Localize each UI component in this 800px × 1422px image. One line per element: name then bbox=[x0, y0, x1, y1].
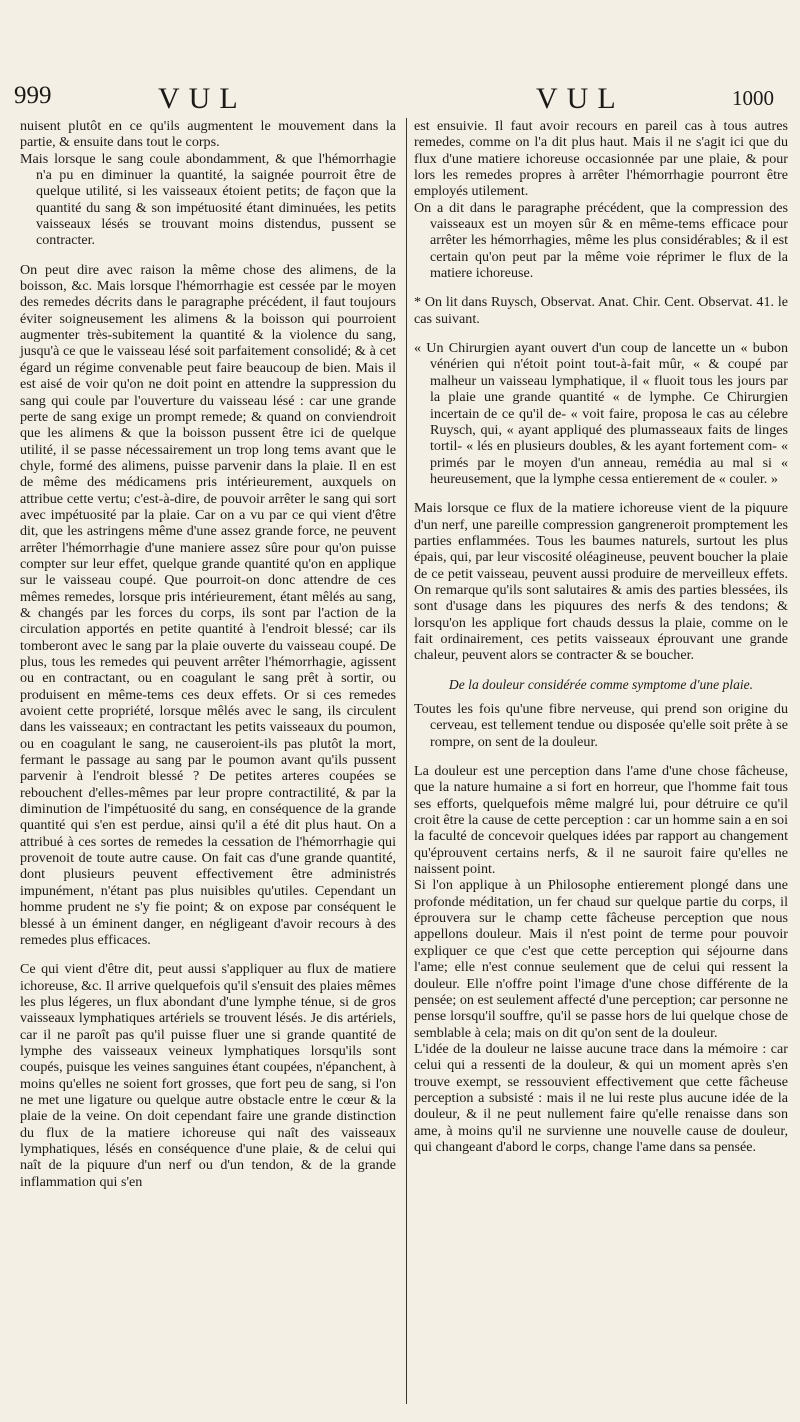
right-running-head: VUL bbox=[536, 82, 625, 115]
section-heading: De la douleur considérée comme symptome d'une plaie. bbox=[448, 676, 754, 692]
left-running-head: VUL bbox=[158, 82, 247, 115]
column-divider bbox=[406, 118, 407, 1404]
paragraph: Mais lorsque ce flux de la matiere ichoreuse vient de la piquure d'un nerf, une pareille compression gangreneroit promptement les parties enflammées. Tous les baumes naturels, surtout les plus épais, qui, par leur viscosité oléagineuse, peuvent boucher la plaie de ce petit vaisseau, peuvent aussi produire de merveilleux effets. On remarque qu'ils sont salutaires & amis des parties blessées, ils sont d'usage dans les piquures des nerfs & des tendons; & lorsqu'on les applique fort chauds dessus la plaie, comme on le fait ordinairement, ces petits vaisseaux éprouvant une grande chaleur, peuvent alors se contracter & se boucher. bbox=[414, 500, 788, 664]
right-column bbox=[414, 118, 788, 1155]
paragraph: Toutes les fois qu'une fibre nerveuse, qui prend son origine du cerveau, est tellement tendue ou disposée qu'elle soit prête à se rompre, on sent de la douleur. bbox=[414, 701, 788, 750]
right-page-number: 1000 bbox=[732, 86, 774, 110]
left-column bbox=[20, 118, 396, 1190]
citation-note: * On lit dans Ruysch, Observat. Anat. Chir. Cent. Observat. 41. le cas suivant. bbox=[414, 294, 788, 327]
paragraph: est ensuivie. Il faut avoir recours en pareil cas à tous autres remedes, comme on l'a dit plus haut. Mais il ne s'agit ici que du flux d'une matiere ichoreuse occasionnée par une plaie, & pour lors les remedes propres à arrêter l'hémorrhagie pourront être employés utilement. bbox=[414, 118, 788, 200]
paragraph: Si l'on applique à un Philosophe entierement plongé dans une profonde méditation, un fer chaud sur quelque partie du corps, il éprouvera sur le champ cette fâcheuse perception que nous appellons douleur. Mais il n'est point de terme pour pouvoir expliquer ce que c'est que cette perception qui séjourne dans l'ame; elle n'est connue seulement que de celui qui ressent la douleur. Elle n'offre point l'image d'une chose différente de la pensée; on est seulement affecté d'une perception; car personne ne pense lorsqu'il souffre, qu'il se passe hors de lui quelque chose de semblable à cela; mais on dit qu'on sent de la douleur. bbox=[414, 877, 788, 1041]
paragraph: Ce qui vient d'être dit, peut aussi s'appliquer au flux de matiere ichoreuse, &c. Il arrive quelquefois qu'il s'ensuit des plaies mêmes les plus légeres, un flux abondant d'une lymphe ténue, si de gros vaisseaux lymphatiques artériels se trouvent lésés. Je dis artériels, car il ne paroît pas qu'il puisse fluer une si grande quantité de lymphe des vaisseaux veineux lymphatiques lorsqu'ils sont coupés, puisque les veines sanguines étant coupées, n'épanchent, à moins qu'elles ne soient fort grosses, que fort peu de sang, si l'on ne met une ligature ou quelque autre obstacle entre le cœur & la plaie de la veine. On doit cependant faire une grande distinction du flux de la matiere ichoreuse qui naît des vaisseaux lymphatiques, lésés en conséquence d'une plaie, & de celui qui naît de la piquure d'un nerf ou d'un tendon, & de la grande inflammation qui s'en bbox=[20, 961, 396, 1190]
paragraph: L'idée de la douleur ne laisse aucune trace dans la mémoire : car celui qui a ressenti de la douleur, & qui un moment après s'en trouve exempt, se ressouvient effectivement que cette fâcheuse perception a subsisté : mais il ne lui reste plus aucune idée de la douleur, & il ne peut nullement faire qu'elle renaisse dans son ame, à moins qu'il ne survienne une nouvelle cause de douleur, qui changeant d'abord le corps, change l'ame dans sa pensée. bbox=[414, 1040, 788, 1155]
quotation: « Un Chirurgien ayant ouvert d'un coup de lancette un « bubon vénérien qui n'étoit point tout-à-fait mûr, « & coupé par malheur un vaisseau lymphatique, il « fluoit tous les jours par la plaie une grande quantité « de lymphe. Ce Chirurgien incertain de ce qu'il de- « voit faire, proposa le cas au célebre Ruysch, qui, « ayant appliqué des plumasseaux faits de linges tortil- « lés en plusieurs doubles, & les ayant fortement com- « primés par le moyen d'un anneau, remédia au mal si « heureusement, que la lymphe cessa entierement de « couler. » bbox=[414, 340, 788, 487]
paragraph: nuisent plutôt en ce qu'ils augmentent le mouvement dans la partie, & ensuite dans tout le corps. bbox=[20, 118, 396, 151]
paragraph: On peut dire avec raison la même chose des alimens, de la boisson, &c. Mais lorsque l'hémorrhagie est cessée par le moyen des remedes décrits dans le paragraphe précédent, il faut toujours éviter soigneusement les alimens & la boisson qui pourroient augmenter très-subitement la quantité & la violence du sang, jusqu'à ce que le vaisseau lésé soit parfaitement consolidé; & à cet égard un régime convenable peut faire beaucoup de bien. Mais il est aisé de voir qu'on ne doit point en attendre la suppression du sang qui coule par l'ouverture du vaisseau lésé : car une grande perte de sang exige un prompt remede; & quand on conviendroit que les alimens & que la boisson pussent être ici de quelque utilité, il se passe nécessairement un trop long tems avant que le chyle, formé des alimens, puisse parvenir dans la plaie. Il en est de même des médicamens pris intérieurement, auxquels on attribue cette vertu; c'est-à-dire, de pouvoir arrêter le sang qui sort avec impétuosité par la plaie. Car on a vu par ce qui vient d'être dit, que les astringens même d'une assez grande force, ne peuvent arrêter l'hémorrhagie d'une maniere assez sûre pour qu'on puisse compter sur leur effet, quelque grande quantité qu'on en applique sur le vaisseau coupé. Que pourroit-on donc attendre de ces mêmes remedes, lorsque pris intérieurement, étant mêlés au sang, & changés par les forces du corps, ils sont par l'action de la circulation apportés en petite quantité à l'endroit blessé; car ils tomberont avec le sang par la plaie ouverte du vaisseau coupé. De plus, tous les remedes qui peuvent arrêter l'hémorrhagie, agissent ou en contractant, ou en coagulant le sang prêt à sortir, ou produisent en même-tems ces deux effets. Or si ces remedes avoient cette propriété, lorsque mêlés avec le sang, ils circulent dans les vaisseaux; en contractant les petits vaisseaux du poumon, ou en coagulant le sang, ne causeroient-ils pas plutôt la mort, fermant le passage au sang par le poumon avant qu'ils pussent parvenir à l'endroit blessé ? De petites arteres coupées se rebouchent d'elles-mêmes par leur propre contractilité, & par la diminution de l'impétuosité du sang, en conséquence de la grande quantité qui s'en est perdue, ainsi qu'il a été dit plus haut. On a attribué à ces sortes de remedes la cessation de l'hémorrhagie qui provenoit de toute autre cause. On fait cas d'une grande quantité, dont plusieurs peuvent effectivement être administrés impunément, n'étant pas plus nuisibles qu'utiles. Cependant un homme prudent ne s'y fie point; & on expose par conséquent le blessé à un éminent danger, en négligeant d'avoir recours à des remedes plus efficaces. bbox=[20, 261, 396, 948]
paragraph: La douleur est une perception dans l'ame d'une chose fâcheuse, que la nature humaine a si fort en horreur, que l'homme fait tous ses efforts, quelquefois même malgré lui, pour détruire ce qu'il croit être la cause de cette perception : car un homme sain a en soi la faculté de concevoir quelques idées par rapport au changement qu'éprouvent certains nerfs, & il ne sauroit faire qu'elles ne naissent point. bbox=[414, 763, 788, 878]
paragraph: On a dit dans le paragraphe précédent, que la compression des vaisseaux est un moyen sûr & en même-tems efficace pour arrêter les hémorrhagies, même les plus considérables; & il est certain qu'on peut par la même voie réprimer le flux de la matiere ichoreuse. bbox=[414, 199, 788, 282]
left-page-number: 999 bbox=[14, 82, 52, 109]
paragraph: Mais lorsque le sang coule abondamment, & que l'hémorrhagie n'a pu en diminuer la quantité, la saignée pourroit être de quelque utilité, si les vaisseaux étoient petits; de façon que la quantité du sang & son impétuosité étant diminuées, les petits vaisseaux lésés se trouvant moins distendus, pussent se contracter. bbox=[20, 150, 396, 249]
